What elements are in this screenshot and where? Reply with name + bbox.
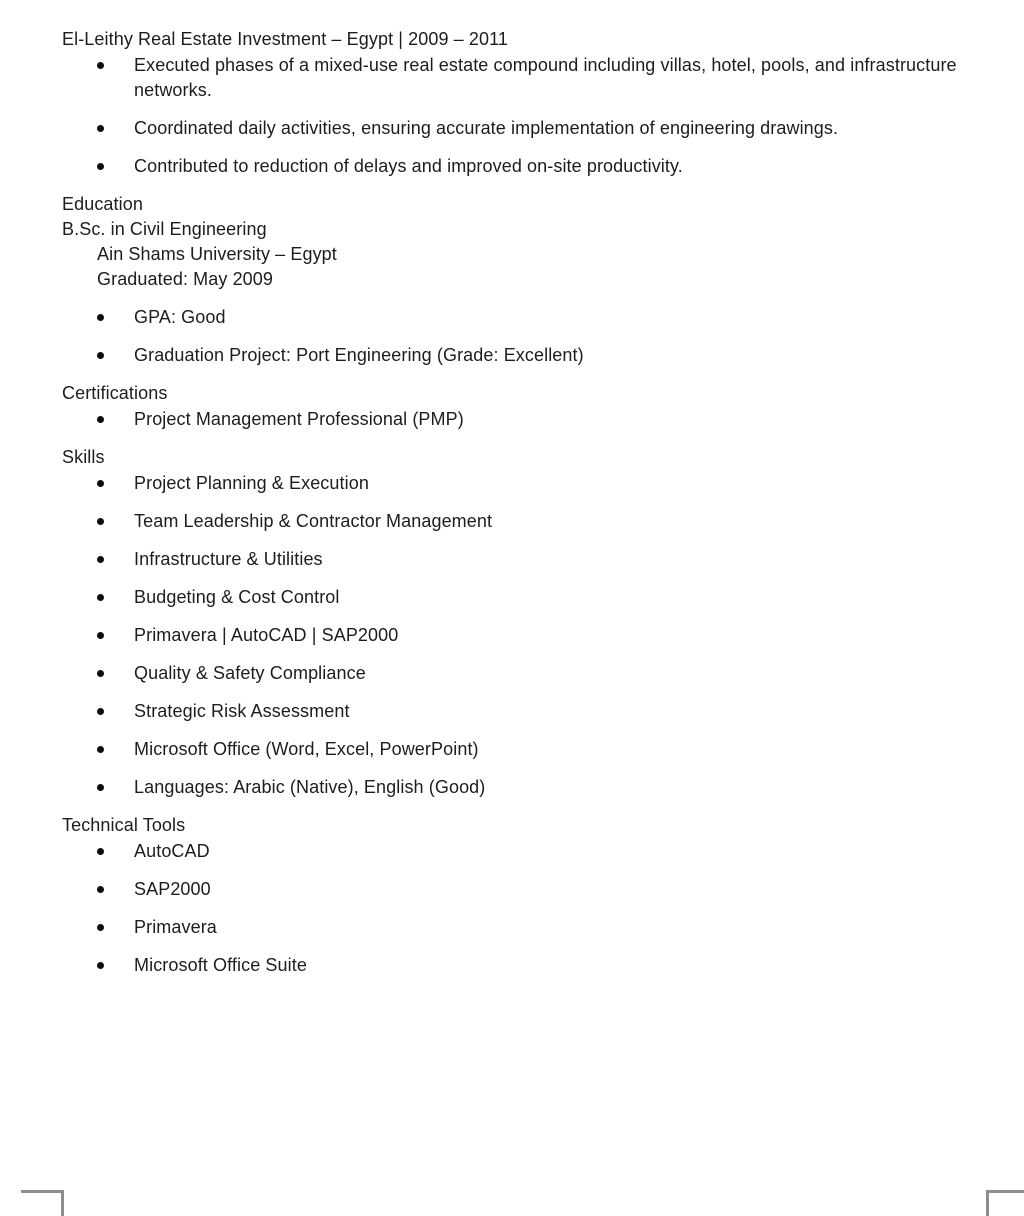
bullet-item	[62, 53, 958, 103]
bullet-dot-icon	[97, 594, 104, 601]
bottom-right-corner-mark	[986, 1190, 1024, 1216]
bullet-list	[62, 53, 958, 179]
bullet-text: Strategic Risk Assessment	[134, 701, 350, 721]
bullet-dot-icon	[97, 416, 104, 423]
bullet-dot-icon	[97, 125, 104, 132]
bullet-text: Infrastructure & Utilities	[134, 549, 323, 569]
bullet-dot-icon	[97, 924, 104, 931]
bullet-text: Budgeting & Cost Control	[134, 587, 340, 607]
bullet-dot-icon	[97, 886, 104, 893]
bullet-item	[62, 953, 958, 978]
bullet-item	[62, 839, 958, 864]
bullet-list	[62, 839, 958, 978]
section-heading: Technical Tools	[62, 815, 186, 835]
bullet-text: Microsoft Office (Word, Excel, PowerPoint)	[134, 739, 479, 759]
bullet-text: Microsoft Office Suite	[134, 955, 307, 975]
bullet-text: GPA: Good	[134, 307, 226, 327]
bullet-list	[62, 407, 958, 432]
bullet-text: Primavera	[134, 917, 217, 937]
bullet-item	[62, 343, 958, 368]
bullet-item	[62, 407, 958, 432]
bullet-dot-icon	[97, 632, 104, 639]
bullet-text: Project Planning & Execution	[134, 473, 369, 493]
bullet-text: Project Management Professional (PMP)	[134, 409, 464, 429]
bullet-dot-icon	[97, 670, 104, 677]
bullet-item	[62, 775, 958, 800]
bullet-item	[62, 699, 958, 724]
bullet-item	[62, 585, 958, 610]
detail-line-indented: Graduated: May 2009	[97, 269, 274, 289]
bullet-item	[62, 305, 958, 330]
bullet-item	[62, 737, 958, 762]
bullet-text: Graduation Project: Port Engineering (Grade: Excellent)	[134, 345, 584, 365]
bullet-item	[62, 915, 958, 940]
bullet-dot-icon	[97, 62, 104, 69]
bottom-left-corner-mark	[21, 1190, 64, 1216]
bullet-dot-icon	[97, 962, 104, 969]
bullet-dot-icon	[97, 163, 104, 170]
bullet-item	[62, 547, 958, 572]
bullet-item	[62, 877, 958, 902]
bullet-dot-icon	[97, 746, 104, 753]
section-heading: Education	[62, 194, 143, 214]
bullet-item	[62, 471, 958, 496]
bullet-item	[62, 661, 958, 686]
bullet-text: Languages: Arabic (Native), English (Good)	[134, 777, 486, 797]
document-content	[62, 27, 958, 991]
bullet-item	[62, 154, 958, 179]
bullet-dot-icon	[97, 784, 104, 791]
bullet-text: Quality & Safety Compliance	[134, 663, 366, 683]
bullet-dot-icon	[97, 518, 104, 525]
section-heading: Certifications	[62, 383, 168, 403]
bullet-text: Contributed to reduction of delays and improved on-site productivity.	[134, 156, 683, 176]
bullet-dot-icon	[97, 352, 104, 359]
detail-line-indented: Ain Shams University – Egypt	[97, 244, 337, 264]
bullet-dot-icon	[97, 314, 104, 321]
bullet-text: SAP2000	[134, 879, 211, 899]
bullet-item	[62, 509, 958, 534]
bullet-text: AutoCAD	[134, 841, 210, 861]
bullet-list	[62, 305, 958, 368]
detail-line: B.Sc. in Civil Engineering	[62, 219, 267, 239]
section-heading: El-Leithy Real Estate Investment – Egypt | 2009 – 2011	[62, 29, 509, 49]
bullet-text: Coordinated daily activities, ensuring accurate implementation of engineering drawings.	[134, 118, 839, 138]
bullet-dot-icon	[97, 848, 104, 855]
section-heading: Skills	[62, 447, 105, 467]
bullet-item	[62, 623, 958, 648]
bullet-dot-icon	[97, 556, 104, 563]
bullet-text: Executed phases of a mixed-use real estate compound including villas, hotel, pools, and infrastructure networks.	[134, 55, 957, 100]
bullet-item	[62, 116, 958, 141]
bullet-text: Team Leadership & Contractor Management	[134, 511, 493, 531]
bullet-text: Primavera | AutoCAD | SAP2000	[134, 625, 399, 645]
bullet-dot-icon	[97, 708, 104, 715]
bullet-list	[62, 471, 958, 800]
bullet-dot-icon	[97, 480, 104, 487]
